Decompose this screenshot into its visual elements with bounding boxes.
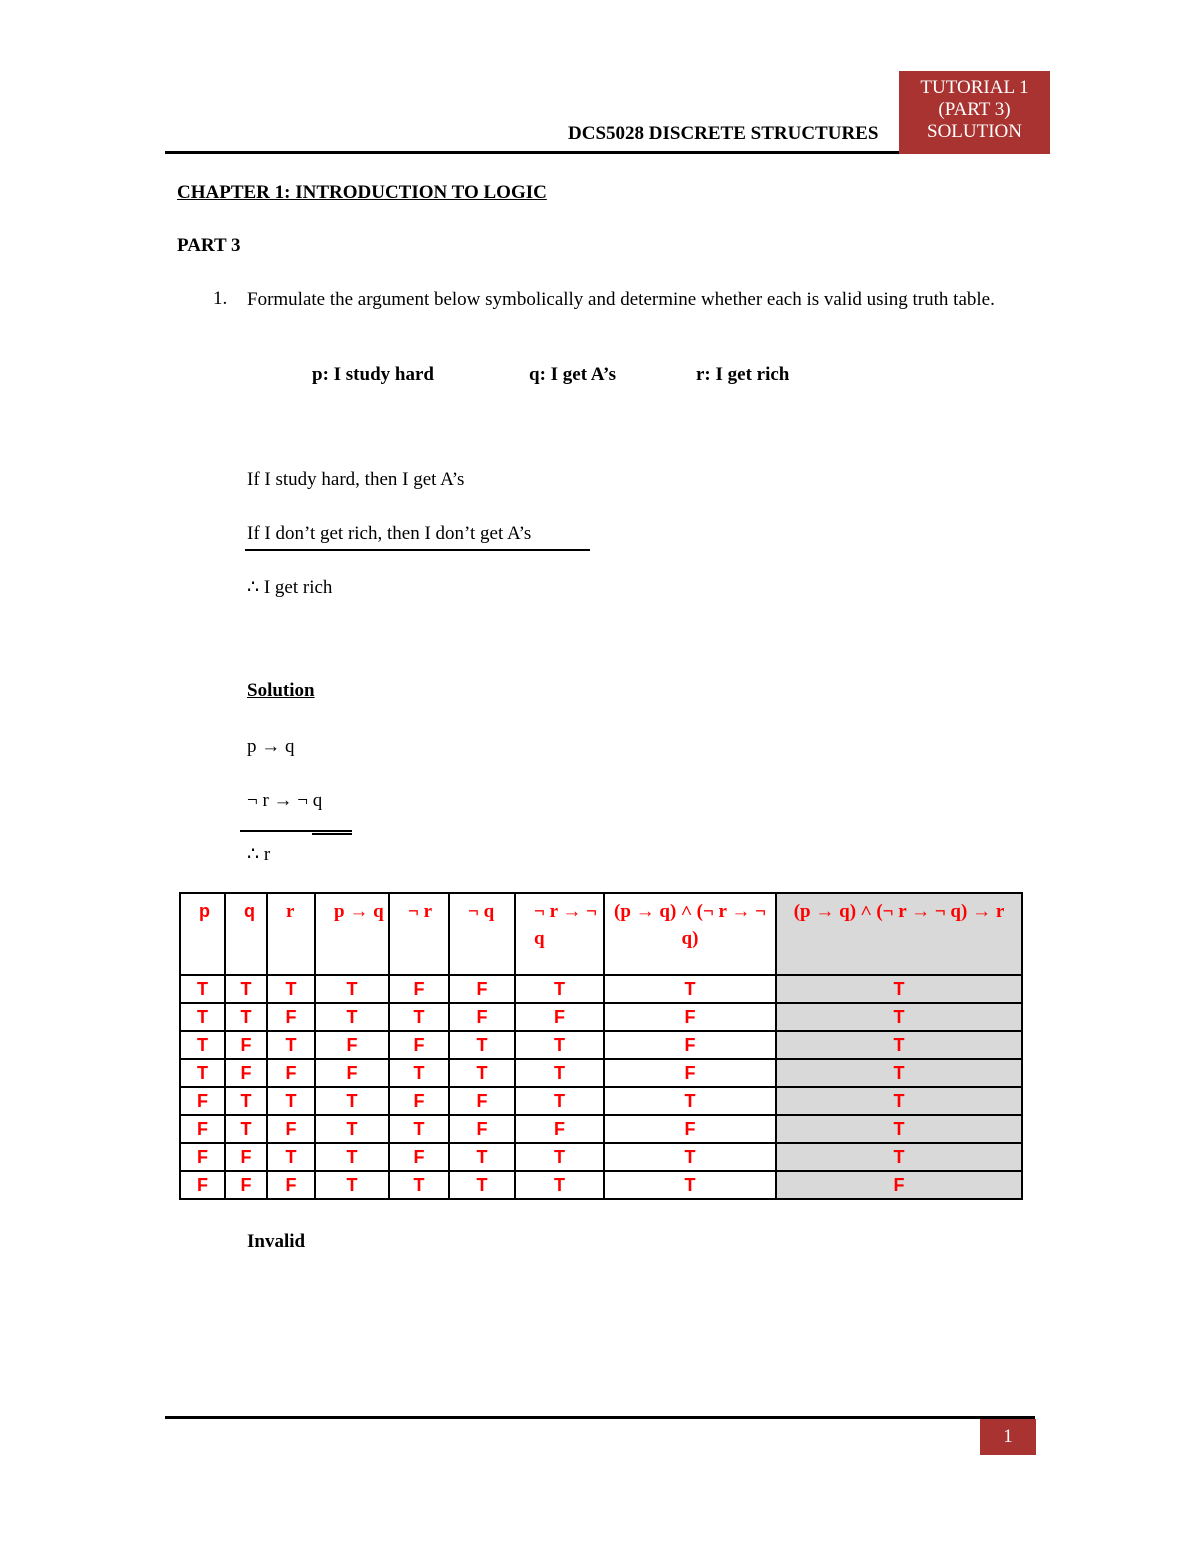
table-cell: F: [604, 1003, 776, 1031]
table-cell: T: [225, 975, 267, 1003]
table-row: [180, 1115, 1022, 1143]
table-cell: F: [604, 1031, 776, 1059]
table-cell: F: [776, 1171, 1022, 1199]
table-cell: T: [180, 975, 225, 1003]
tutorial-badge: [899, 71, 1050, 154]
table-cell: T: [389, 1115, 449, 1143]
table-cell: T: [515, 1171, 604, 1199]
table-cell: F: [389, 975, 449, 1003]
table-cell: T: [776, 1087, 1022, 1115]
part-title: PART 3: [177, 235, 241, 256]
premise-2: If I don’t get rich, then I don’t get A’s: [247, 523, 532, 544]
table-row: [180, 1031, 1022, 1059]
table-cell: T: [776, 1115, 1022, 1143]
table-cell: T: [389, 1003, 449, 1031]
table-row: [180, 1171, 1022, 1199]
table-cell: T: [267, 1031, 315, 1059]
table-cell: F: [449, 1087, 515, 1115]
table-cell: T: [449, 1171, 515, 1199]
table-cell: F: [225, 1171, 267, 1199]
table-cell: T: [180, 1003, 225, 1031]
table-cell: T: [180, 1059, 225, 1087]
table-cell: F: [267, 1171, 315, 1199]
table-cell: T: [389, 1171, 449, 1199]
conclusion: ∴ I get rich: [247, 577, 333, 598]
table-cell: T: [267, 1143, 315, 1171]
header-cell: (p → q) ˄ (¬ r → ¬ q) → r: [776, 893, 1022, 975]
table-cell: T: [776, 975, 1022, 1003]
table-cell: T: [604, 1087, 776, 1115]
solution-heading: Solution: [247, 680, 315, 701]
truth-table-header: [180, 893, 1022, 975]
table-cell: F: [180, 1143, 225, 1171]
table-row: [180, 1003, 1022, 1031]
table-cell: F: [449, 1003, 515, 1031]
header-divider: [165, 151, 900, 154]
variable-q: q: I get A’s: [529, 364, 617, 385]
table-cell: T: [315, 1143, 389, 1171]
table-cell: F: [315, 1059, 389, 1087]
footer-divider: [165, 1416, 1035, 1419]
header-cell: p → q: [315, 893, 389, 975]
table-cell: T: [315, 1115, 389, 1143]
table-cell: F: [604, 1059, 776, 1087]
truth-table: [179, 892, 1023, 1200]
argument-divider: [245, 549, 590, 551]
table-cell: F: [180, 1087, 225, 1115]
variable-r: r: I get rich: [696, 364, 790, 385]
table-cell: F: [515, 1003, 604, 1031]
header-cell: (p → q) ˄ (¬ r → ¬ q): [604, 893, 776, 975]
chapter-title: CHAPTER 1: INTRODUCTION TO LOGIC: [177, 182, 547, 203]
table-cell: T: [315, 1087, 389, 1115]
table-cell: T: [267, 1087, 315, 1115]
table-cell: F: [389, 1031, 449, 1059]
table-cell: F: [225, 1143, 267, 1171]
table-cell: T: [776, 1003, 1022, 1031]
table-cell: T: [604, 975, 776, 1003]
table-cell: T: [389, 1059, 449, 1087]
question-text: Formulate the argument below symbolically and determine whether each is valid using truth table.: [247, 289, 995, 310]
table-row: [180, 1059, 1022, 1087]
header-cell: ¬ r → ¬ q: [515, 893, 604, 975]
table-cell: T: [776, 1031, 1022, 1059]
table-cell: F: [315, 1031, 389, 1059]
table-cell: F: [267, 1003, 315, 1031]
symbolic-divider-accent: [312, 833, 352, 835]
table-cell: T: [449, 1059, 515, 1087]
course-title: DCS5028 DISCRETE STRUCTURES: [568, 123, 879, 144]
question-number: 1.: [213, 288, 228, 309]
symbolic-divider: [240, 830, 352, 832]
tutorial-label: TUTORIAL 1: [920, 77, 1029, 98]
table-cell: T: [225, 1003, 267, 1031]
table-cell: F: [389, 1087, 449, 1115]
table-cell: F: [225, 1031, 267, 1059]
table-cell: T: [180, 1031, 225, 1059]
table-cell: F: [515, 1115, 604, 1143]
header-cell: q: [225, 893, 267, 975]
header-cell: ¬ r: [389, 893, 449, 975]
table-cell: T: [515, 1143, 604, 1171]
table-cell: F: [449, 1115, 515, 1143]
symbolic-premise-2: ¬ r → ¬ q: [247, 790, 323, 811]
table-cell: T: [515, 1059, 604, 1087]
table-row: [180, 975, 1022, 1003]
table-cell: F: [267, 1059, 315, 1087]
table-cell: T: [449, 1031, 515, 1059]
table-cell: T: [515, 975, 604, 1003]
header-cell: p: [180, 893, 225, 975]
table-cell: T: [267, 975, 315, 1003]
symbolic-conclusion: ∴ r: [247, 844, 271, 865]
table-cell: T: [315, 1003, 389, 1031]
table-cell: T: [225, 1087, 267, 1115]
table-cell: F: [180, 1171, 225, 1199]
header-cell: ¬ q: [449, 893, 515, 975]
table-cell: T: [315, 975, 389, 1003]
symbolic-premise-1: p → q: [247, 736, 295, 757]
table-cell: T: [604, 1143, 776, 1171]
table-cell: F: [225, 1059, 267, 1087]
table-cell: F: [389, 1143, 449, 1171]
table-cell: T: [225, 1115, 267, 1143]
page-number: 1: [980, 1419, 1036, 1455]
header-cell: r: [267, 893, 315, 975]
table-row: [180, 1087, 1022, 1115]
table-cell: T: [776, 1143, 1022, 1171]
table-cell: T: [515, 1031, 604, 1059]
tutorial-part: (PART 3): [938, 99, 1011, 120]
table-cell: T: [776, 1059, 1022, 1087]
table-cell: T: [315, 1171, 389, 1199]
table-cell: F: [604, 1115, 776, 1143]
table-cell: T: [604, 1171, 776, 1199]
table-cell: T: [449, 1143, 515, 1171]
variable-p: p: I study hard: [312, 364, 434, 385]
table-cell: F: [180, 1115, 225, 1143]
verdict: Invalid: [247, 1231, 306, 1252]
table-cell: F: [267, 1115, 315, 1143]
premise-1: If I study hard, then I get A’s: [247, 469, 465, 490]
tutorial-type: SOLUTION: [927, 121, 1022, 142]
table-cell: T: [515, 1087, 604, 1115]
table-row: [180, 1143, 1022, 1171]
table-cell: F: [449, 975, 515, 1003]
